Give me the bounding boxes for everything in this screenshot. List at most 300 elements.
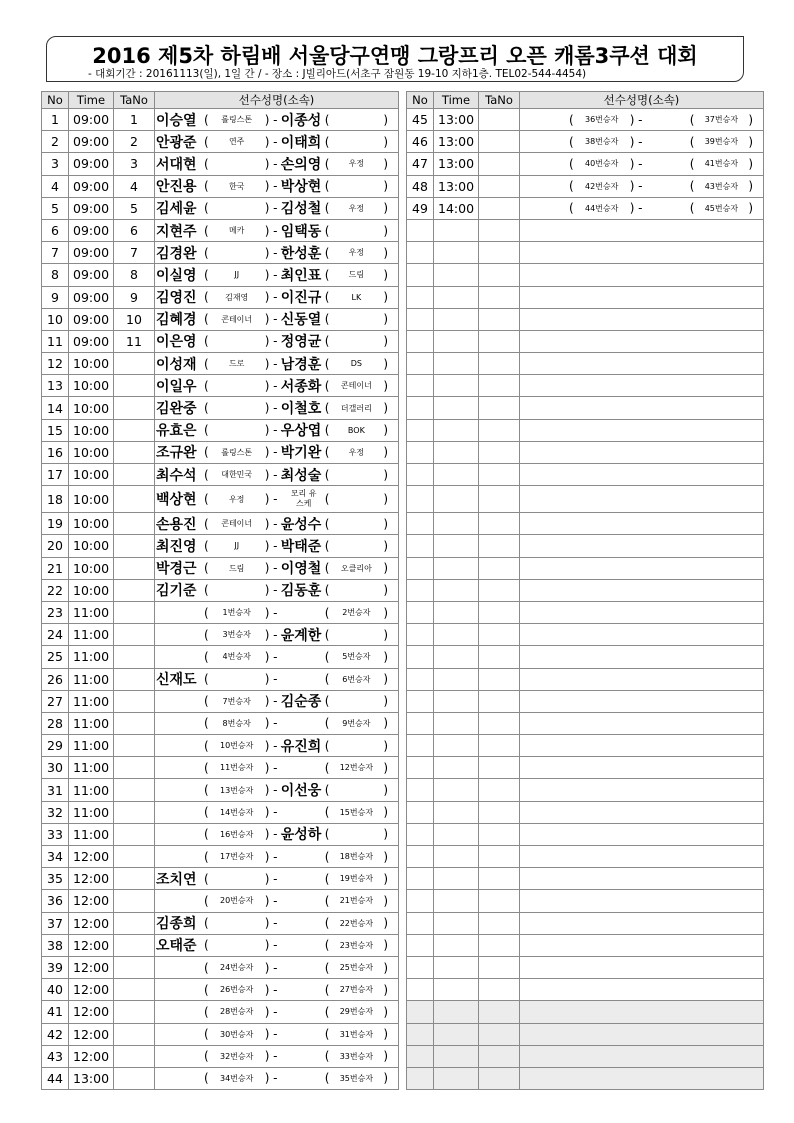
versus-dash: ) -	[264, 649, 278, 664]
table-row	[42, 109, 399, 131]
match-time: 14:00	[434, 197, 479, 219]
table-number	[114, 513, 155, 535]
table-row	[42, 890, 399, 912]
match-time: 11:00	[69, 757, 114, 779]
versus-dash: ) -	[629, 179, 643, 194]
close-paren: )	[383, 783, 389, 798]
empty-cell	[407, 934, 434, 956]
table-row	[42, 264, 399, 286]
player1-name: 김혜경	[156, 312, 197, 329]
table-row	[42, 557, 399, 579]
close-paren: )	[383, 916, 389, 931]
match-pairing	[155, 397, 398, 418]
table-row	[42, 690, 399, 712]
match-number: 45	[407, 109, 434, 131]
player1-club: 4번승자	[222, 652, 251, 662]
match-time: 09:00	[69, 330, 114, 352]
player2-name: 이종성	[280, 112, 322, 129]
match-pairing	[520, 176, 763, 197]
close-paren: )	[383, 960, 389, 975]
player1-name: 조치연	[156, 871, 197, 888]
match-number: 43	[42, 1045, 69, 1067]
close-paren: )	[383, 356, 389, 371]
empty-cell	[520, 486, 764, 513]
empty-cell	[407, 464, 434, 486]
match-time: 09:00	[69, 109, 114, 131]
empty-cell	[479, 823, 520, 845]
empty-cell	[434, 353, 479, 375]
player2-club: 33번승자	[339, 1051, 374, 1061]
table-number: 7	[114, 242, 155, 264]
table-number	[114, 823, 155, 845]
versus-dash: ) -	[264, 982, 278, 997]
open-paren: (	[324, 627, 330, 642]
empty-cell	[407, 557, 434, 579]
versus-dash: ) -	[264, 516, 278, 531]
open-paren: (	[324, 938, 330, 953]
open-paren: (	[324, 738, 330, 753]
table-row	[42, 846, 399, 868]
player2-club: 22번승자	[339, 918, 374, 928]
table-row	[42, 1045, 399, 1067]
player2-club: 39번승자	[704, 137, 739, 147]
versus-dash: ) -	[264, 1071, 278, 1086]
empty-row	[407, 890, 764, 912]
close-paren: )	[748, 201, 754, 216]
table-number	[114, 441, 155, 463]
table-row	[42, 868, 399, 890]
match-time: 10:00	[69, 441, 114, 463]
open-paren: (	[204, 378, 209, 393]
match-number: 40	[42, 979, 69, 1001]
player2-name: 유진희	[280, 738, 322, 755]
versus-dash: ) -	[264, 805, 278, 820]
close-paren: )	[383, 334, 389, 349]
player2-club: 43번승자	[704, 181, 739, 191]
empty-row	[407, 286, 764, 308]
match-pairing	[155, 198, 398, 219]
empty-cell	[520, 823, 764, 845]
player1-club: 콘테이너	[221, 519, 253, 529]
close-paren: )	[748, 112, 754, 127]
table-number	[114, 419, 155, 441]
empty-cell	[520, 308, 764, 330]
close-paren: )	[383, 201, 389, 216]
table-row	[42, 801, 399, 823]
empty-cell	[520, 624, 764, 646]
table-number	[479, 175, 520, 197]
empty-cell	[407, 330, 434, 352]
empty-row	[407, 308, 764, 330]
table-header	[407, 92, 764, 109]
empty-cell	[520, 690, 764, 712]
match-number: 11	[42, 330, 69, 352]
empty-cell	[407, 646, 434, 668]
player1-club: 30번승자	[220, 1029, 254, 1039]
versus-dash: ) -	[264, 423, 278, 438]
table-number	[114, 690, 155, 712]
match-number: 30	[42, 757, 69, 779]
player1-club: 34번승자	[220, 1073, 254, 1083]
open-paren: (	[204, 716, 209, 731]
match-time: 12:00	[69, 1045, 114, 1067]
player2-club: 19번승자	[339, 874, 374, 884]
match-cell	[155, 624, 399, 646]
close-paren: )	[383, 871, 389, 886]
col-tano-header: TaNo	[479, 92, 520, 109]
empty-cell	[407, 308, 434, 330]
empty-cell	[520, 956, 764, 978]
open-paren: (	[324, 267, 330, 282]
table-number: 10	[114, 308, 155, 330]
close-paren: )	[383, 156, 389, 171]
open-paren: (	[204, 871, 209, 886]
player1-club: 7번승자	[222, 696, 251, 706]
player2-club: 31번승자	[339, 1029, 374, 1039]
player2-club: 37번승자	[704, 115, 739, 125]
open-paren: (	[689, 201, 695, 216]
open-paren: (	[324, 423, 330, 438]
match-number: 33	[42, 823, 69, 845]
empty-row	[407, 397, 764, 419]
player2-name: 우상엽	[280, 423, 322, 440]
match-pairing	[155, 979, 398, 1000]
open-paren: (	[324, 893, 330, 908]
empty-cell	[479, 242, 520, 264]
match-cell	[155, 131, 399, 153]
match-time: 10:00	[69, 579, 114, 601]
table-number	[114, 979, 155, 1001]
open-paren: (	[324, 492, 330, 507]
close-paren: )	[383, 849, 389, 864]
open-paren: (	[324, 356, 330, 371]
versus-dash: ) -	[264, 267, 278, 282]
versus-dash: ) -	[264, 893, 278, 908]
match-time: 09:00	[69, 242, 114, 264]
match-time: 10:00	[69, 397, 114, 419]
match-time: 11:00	[69, 801, 114, 823]
match-cell	[155, 646, 399, 668]
player2-name: 김동훈	[280, 583, 322, 600]
match-number: 2	[42, 131, 69, 153]
table-number	[114, 1001, 155, 1023]
player2-name: 손의영	[280, 156, 322, 173]
table-number	[114, 1023, 155, 1045]
table-row	[42, 757, 399, 779]
close-paren: )	[748, 179, 754, 194]
empty-cell	[434, 846, 479, 868]
player1-club: JJ	[234, 541, 240, 551]
empty-cell	[434, 308, 479, 330]
open-paren: (	[204, 1027, 209, 1042]
open-paren: (	[324, 156, 330, 171]
player2-name: 윤성하	[280, 827, 322, 844]
empty-cell	[479, 735, 520, 757]
empty-cell	[520, 535, 764, 557]
close-paren: )	[383, 179, 389, 194]
open-paren: (	[324, 378, 330, 393]
open-paren: (	[204, 738, 209, 753]
table-number	[114, 464, 155, 486]
open-paren: (	[324, 467, 330, 482]
table-row	[42, 175, 399, 197]
empty-cell	[434, 979, 479, 1001]
match-number: 46	[407, 131, 434, 153]
player2-name: 한성훈	[280, 245, 322, 262]
versus-dash: ) -	[264, 583, 278, 598]
empty-cell	[407, 219, 434, 241]
versus-dash: ) -	[264, 627, 278, 642]
open-paren: (	[204, 583, 209, 598]
match-pairing	[155, 464, 398, 485]
empty-cell	[434, 779, 479, 801]
empty-cell	[520, 330, 764, 352]
empty-cell	[434, 646, 479, 668]
table-row	[42, 956, 399, 978]
empty-cell	[407, 535, 434, 557]
table-number	[114, 646, 155, 668]
open-paren: (	[324, 694, 330, 709]
open-paren: (	[204, 916, 209, 931]
empty-cell	[520, 601, 764, 623]
versus-dash: ) -	[264, 849, 278, 864]
match-time: 12:00	[69, 956, 114, 978]
empty-row	[407, 846, 764, 868]
empty-cell	[520, 397, 764, 419]
empty-cell	[520, 846, 764, 868]
close-paren: )	[383, 583, 389, 598]
empty-cell	[479, 624, 520, 646]
player1-club: 44번승자	[585, 203, 619, 213]
match-time: 10:00	[69, 419, 114, 441]
empty-cell	[479, 846, 520, 868]
match-time: 10:00	[69, 375, 114, 397]
empty-cell	[434, 890, 479, 912]
player1-club: 40번승자	[585, 159, 619, 169]
player1-name: 김기준	[156, 583, 197, 600]
match-time: 09:00	[69, 286, 114, 308]
empty-row	[407, 375, 764, 397]
empty-cell	[407, 735, 434, 757]
open-paren: (	[204, 334, 209, 349]
match-cell	[155, 353, 399, 375]
match-pairing	[155, 486, 398, 512]
empty-cell	[434, 419, 479, 441]
player1-club: JJ	[234, 270, 240, 280]
empty-row	[407, 264, 764, 286]
player2-name: 모리 유스케	[290, 489, 317, 509]
match-number: 44	[42, 1067, 69, 1089]
match-number: 26	[42, 668, 69, 690]
versus-dash: ) -	[264, 401, 278, 416]
empty-cell	[407, 1045, 434, 1067]
empty-cell	[520, 1023, 764, 1045]
empty-cell	[479, 668, 520, 690]
match-number: 4	[42, 175, 69, 197]
player2-name: 김순종	[280, 694, 322, 711]
table-number	[479, 109, 520, 131]
close-paren: )	[383, 467, 389, 482]
match-number: 23	[42, 601, 69, 623]
empty-cell	[479, 890, 520, 912]
player2-club: 2번승자	[342, 608, 371, 618]
match-pairing	[520, 109, 763, 130]
match-number: 29	[42, 735, 69, 757]
empty-cell	[434, 801, 479, 823]
table-number: 1	[114, 109, 155, 131]
open-paren: (	[204, 627, 209, 642]
open-paren: (	[204, 982, 209, 997]
player1-name: 이승열	[156, 112, 197, 129]
player2-club: 29번승자	[339, 1007, 374, 1017]
table-row	[42, 330, 399, 352]
match-time: 09:00	[69, 131, 114, 153]
match-cell	[155, 1001, 399, 1023]
empty-cell	[407, 712, 434, 734]
close-paren: )	[383, 605, 389, 620]
open-paren: (	[324, 982, 330, 997]
player1-name: 최진영	[156, 538, 197, 555]
close-paren: )	[383, 561, 389, 576]
match-number: 48	[407, 175, 434, 197]
empty-cell	[407, 668, 434, 690]
open-paren: (	[324, 849, 330, 864]
player2-club: 콘테이너	[340, 381, 372, 391]
match-cell	[155, 175, 399, 197]
empty-cell	[520, 668, 764, 690]
empty-row	[407, 1023, 764, 1045]
empty-cell	[479, 934, 520, 956]
empty-cell	[407, 1001, 434, 1023]
versus-dash: ) -	[264, 960, 278, 975]
close-paren: )	[383, 982, 389, 997]
match-cell	[155, 1045, 399, 1067]
match-pairing	[155, 375, 398, 396]
table-row	[42, 1023, 399, 1045]
open-paren: (	[324, 1004, 330, 1019]
empty-cell	[407, 690, 434, 712]
empty-cell	[520, 1045, 764, 1067]
close-paren: )	[383, 538, 389, 553]
empty-cell	[434, 1001, 479, 1023]
match-pairing	[155, 109, 398, 130]
match-pairing	[155, 220, 398, 241]
table-number	[114, 757, 155, 779]
empty-cell	[434, 286, 479, 308]
empty-row	[407, 956, 764, 978]
match-pairing	[155, 331, 398, 352]
match-time: 10:00	[69, 557, 114, 579]
open-paren: (	[204, 649, 209, 664]
match-time: 11:00	[69, 712, 114, 734]
match-pairing	[520, 153, 763, 174]
empty-cell	[520, 464, 764, 486]
empty-cell	[479, 219, 520, 241]
empty-cell	[434, 397, 479, 419]
versus-dash: ) -	[264, 112, 278, 127]
player1-club: 연주	[228, 137, 245, 147]
empty-cell	[407, 242, 434, 264]
player1-name: 김완중	[156, 401, 197, 418]
player1-name: 신재도	[156, 672, 197, 689]
table-row	[42, 308, 399, 330]
empty-cell	[520, 419, 764, 441]
empty-cell	[520, 779, 764, 801]
match-time: 12:00	[69, 890, 114, 912]
table-number	[114, 1045, 155, 1067]
close-paren: )	[383, 738, 389, 753]
match-number: 16	[42, 441, 69, 463]
open-paren: (	[204, 467, 209, 482]
table-row	[42, 601, 399, 623]
player1-name: 이성재	[156, 356, 197, 373]
empty-row	[407, 579, 764, 601]
match-cell	[155, 823, 399, 845]
table-row	[42, 353, 399, 375]
close-paren: )	[383, 760, 389, 775]
player2-club: 23번승자	[339, 940, 374, 950]
empty-cell	[434, 219, 479, 241]
player1-club: 메카	[228, 226, 245, 236]
match-cell	[155, 890, 399, 912]
player1-club: 24번승자	[220, 963, 254, 973]
schedule-table-left	[41, 91, 399, 1090]
open-paren: (	[204, 849, 209, 864]
close-paren: )	[383, 516, 389, 531]
open-paren: (	[569, 112, 574, 127]
player1-club: 26번승자	[220, 985, 254, 995]
table-row	[42, 131, 399, 153]
player2-club: 18번승자	[339, 852, 374, 862]
open-paren: (	[204, 1071, 209, 1086]
match-time: 13:00	[69, 1067, 114, 1089]
empty-cell	[520, 1001, 764, 1023]
match-time: 11:00	[69, 779, 114, 801]
empty-row	[407, 735, 764, 757]
empty-row	[407, 557, 764, 579]
match-cell	[155, 219, 399, 241]
empty-cell	[434, 264, 479, 286]
match-number: 15	[42, 419, 69, 441]
open-paren: (	[204, 201, 209, 216]
empty-cell	[407, 1023, 434, 1045]
empty-cell	[479, 308, 520, 330]
empty-cell	[479, 1045, 520, 1067]
table-number	[114, 535, 155, 557]
match-cell	[155, 286, 399, 308]
match-number: 20	[42, 535, 69, 557]
table-row	[42, 579, 399, 601]
versus-dash: ) -	[629, 134, 643, 149]
table-row	[42, 375, 399, 397]
match-time: 10:00	[69, 513, 114, 535]
open-paren: (	[324, 1027, 330, 1042]
col-time-header: Time	[69, 92, 114, 109]
table-number: 6	[114, 219, 155, 241]
table-number	[114, 375, 155, 397]
versus-dash: ) -	[264, 783, 278, 798]
match-cell	[155, 397, 399, 419]
empty-cell	[434, 330, 479, 352]
close-paren: )	[383, 445, 389, 460]
player1-club: 3번승자	[222, 630, 251, 640]
match-number: 47	[407, 153, 434, 175]
match-cell	[155, 557, 399, 579]
player1-name: 이실영	[156, 267, 197, 284]
player2-club: 41번승자	[704, 159, 739, 169]
open-paren: (	[204, 312, 209, 327]
player2-name: 김성철	[280, 201, 322, 218]
